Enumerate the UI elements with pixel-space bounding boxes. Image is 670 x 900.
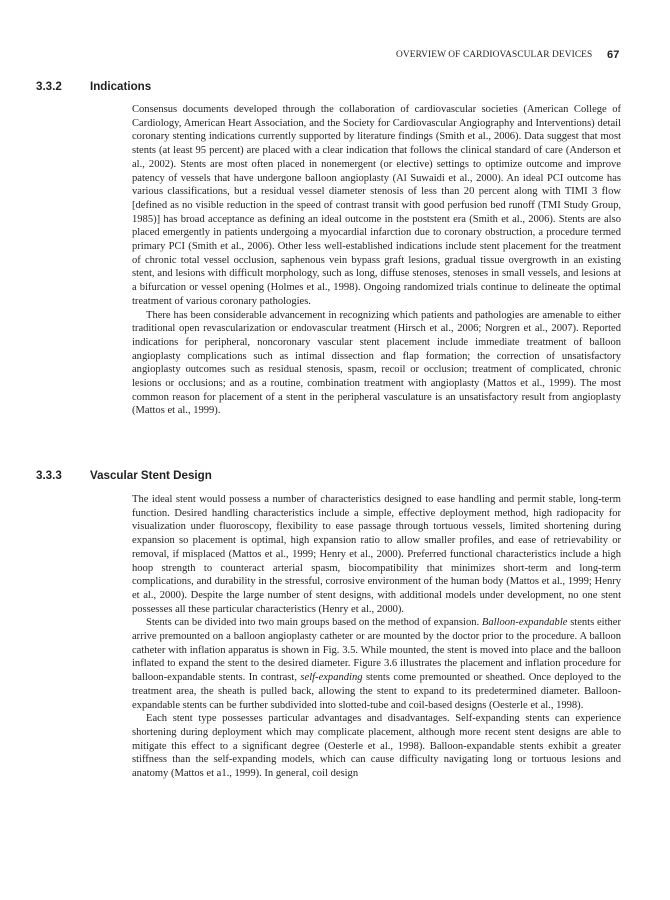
paragraph: There has been considerable advancement in recognizing which patients and pathologies are amenable to either traditional open revascularization or endovascular treatment (Hirsch et al., 2006; Norgren et al., 2007). Reported indications for peripheral, noncoronary vascular stent placement include immediate treatment of balloon angioplasty complications such as intimal dissection and flap formation; the correction of unsatisfactory angioplasty outcomes such as residual stenosis, spasm, recoil or occlusion; treatment of complicated, chronic lesions or occlusions; and as a routine, combination treatment with angioplasty (Mattos et al., 1999). The most common reason for placement of a stent in the peripheral vasculature is an unsatisfactory result from angioplasty (Mattos et al., 1999).: [132, 309, 621, 417]
section-title: Indications: [90, 80, 152, 93]
running-head-title: OVERVIEW OF CARDIOVASCULAR DEVICES: [396, 50, 593, 60]
section-title: Vascular Stent Design: [90, 469, 212, 482]
section-number: 3.3.3: [36, 469, 62, 482]
paragraph: Each stent type possesses particular advantages and disadvantages. Self-expanding stents can experience shortening during deployment which may complicate placement, although more recent stent designs are able to mitigate this effect to a significant degree (Oesterle et al., 1998). Balloon-expandable stents exhibit a greater stiffness than the self-expanding models, which can cause difficulty navigating long or tortuous lesions and anatomy (Mattos et a1., 1999). In general, coil design: [132, 713, 621, 780]
section-body-indications: [132, 103, 621, 418]
paragraph: [132, 616, 621, 712]
paragraph-text: Stents can be divided into two main groups based on the method of expansion.: [146, 617, 482, 629]
section-number: 3.3.2: [36, 80, 62, 93]
paragraph-text: stents come premounted or sheathed. Once deployed to the treatment area, the sheath is pulled back, allowing the stent to expand to its predetermined diameter. Balloon-expandable stents can be further subdivided into slotted-tube and coil-based designs (Oesterle et al., 1998).: [132, 672, 622, 711]
section-heading-indications: [36, 80, 151, 93]
section-heading-vascular-stent-design: [36, 469, 212, 482]
paragraph: The ideal stent would possess a number of characteristics designed to ease handling and permit stable, long-term function. Desired handling characteristics include a simple, effective deployment method, high radiopacity for visualization under fluoroscopy, flexibility to ease passage through tortuous vessels, limited shortening during expansion so placement is optimal, high expansion ratio to allow smaller profiles, and ease of retrievability or removal, if misplaced (Mattos et al., 1999; Henry et al., 2000). Preferred functional characteristics include a high hoop strength to counteract arterial spasm, biocompatibility that minimizes short-term and long-term complications, and durability in the stressful, corrosive environment of the human body (Mattos et al., 1999; Henry et al., 2000). Despite the large number of stent designs, with additional models under development, no one stent possesses all these particular characteristics (Henry et al., 2000).: [132, 494, 621, 615]
paragraph-text: stents either arrive premounted on a balloon angioplasty catheter or are mounted by the doctor prior to the procedure. A balloon catheter with inflation apparatus is shown in Fig. 3.5. While mounted, the stent is moved into place and the balloon inflated to expand the stent to the desired diameter. Figure 3.6 illustrates the placement and inflation procedure for balloon-expandable stents. In contrast,: [132, 617, 621, 684]
running-head: [396, 50, 626, 60]
paragraph: Consensus documents developed through the collaboration of cardiovascular societies (American College of Cardiology, American Heart Association, and the Society for Cardiovascular Angiography and Interventions) detail coronary stenting indications currently supported by literature findings (Smith et al., 2006). Data suggest that most stents (at least 95 percent) are placed with a clear indication that follows the clinical standard of care (Anderson et al., 2002). Stents are most often placed in nonemergent (or elective) settings to optimize outcome and improve patency of vessels that have undergone balloon angioplasty (Al Suwaidi et al., 2000). An ideal PCI outcome has various classifications, but a residual vessel diameter stenosis of less than 20 percent along with TIMI 3 flow [defined as no visible reduction in the speed of contrast transit with good perfusion bed runoff (TMI Study Group, 1985)] has broad acceptance as defining an ideal outcome in the poststent era (Smith et al., 2006). Stents are also placed emergently in patients undergoing a myocardial infarction due to coronary obstruction, a procedure termed primary PCI (Smith et al., 2006). Other less well-established indications include stent placement for the treatment of chronic total vessel occlusion, saphenous vein bypass graft lesions, gradual tissue overgrowth in an existing stent, and lesions with difficult morphology, such as long, diffuse stenoses, stenoses in small vessels, and lesions at a bifurcation or vessel opening (Holmes et al., 1998). Ongoing randomized trials continue to delineate the optimal treatment of various coronary pathologies.: [132, 104, 621, 307]
term-balloon-expandable: Balloon-expandable: [481, 617, 568, 629]
page-number: 67: [607, 49, 620, 61]
section-body-vascular-stent-design: [132, 493, 621, 781]
term-self-expanding: self-expanding: [300, 672, 363, 684]
